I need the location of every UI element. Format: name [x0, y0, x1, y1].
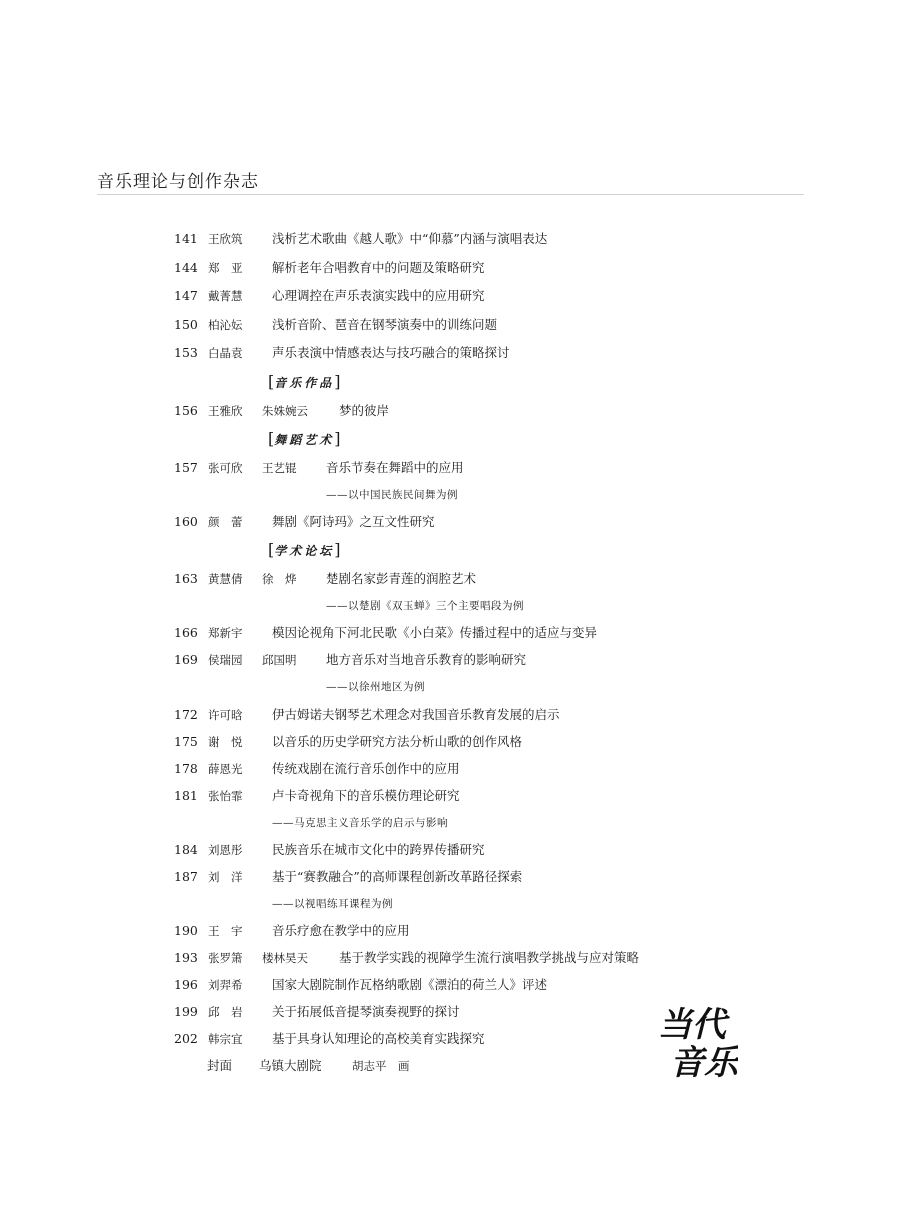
page-number: 156 — [174, 403, 198, 418]
author: 刘恩彤 — [208, 843, 243, 857]
page-number: 190 — [174, 923, 198, 938]
author: 薛恩光 — [208, 762, 243, 776]
page-number: 153 — [174, 345, 198, 360]
article-title: 浅析艺术歌曲《越人歌》中“仰慕”内涵与演唱表达 — [272, 231, 548, 246]
author: 柏沁妘 — [208, 318, 243, 332]
article-subtitle: ——马克思主义音乐学的启示与影响 — [272, 817, 448, 829]
article-subtitle: ——以中国民族民间舞为例 — [326, 489, 458, 501]
page-number: 166 — [174, 625, 198, 640]
article-title: 基于教学实践的视障学生流行演唱教学挑战与应对策略 — [339, 950, 640, 965]
co-author: 王艺锟 — [262, 461, 297, 475]
section-label: 音乐作品 — [274, 376, 335, 390]
bracket-open: [ — [268, 372, 275, 391]
article-title: 民族音乐在城市文化中的跨界传播研究 — [272, 842, 485, 857]
author: 张怡霏 — [208, 789, 243, 803]
cover-title: 乌镇大剧院 — [259, 1058, 322, 1073]
article-subtitle: ——以徐州地区为例 — [326, 681, 425, 693]
page-number: 175 — [174, 734, 198, 749]
journal-logo — [656, 1000, 738, 1078]
page-number: 150 — [174, 317, 198, 332]
author: 刘羿希 — [208, 978, 243, 992]
article-title: 传统戏剧在流行音乐创作中的应用 — [272, 761, 460, 776]
page-number: 202 — [174, 1031, 198, 1046]
author: 白晶袁 — [208, 346, 243, 360]
author: 邱 岩 — [208, 1005, 243, 1019]
article-subtitle: ——以视唱练耳课程为例 — [272, 898, 393, 910]
co-author: 徐 烨 — [262, 572, 297, 586]
page-number: 199 — [174, 1004, 198, 1019]
page-number: 144 — [174, 260, 198, 275]
article-title: 卢卡奇视角下的音乐模仿理论研究 — [272, 788, 460, 803]
author: 侯瑞园 — [208, 653, 243, 667]
page-number: 181 — [174, 788, 198, 803]
author: 韩宗宜 — [208, 1032, 243, 1046]
logo-line-2: 音乐 — [670, 1043, 738, 1078]
article-title: 以音乐的历史学研究方法分析山歌的创作风格 — [272, 734, 523, 749]
page-number: 141 — [174, 231, 198, 246]
page-number: 196 — [174, 977, 198, 992]
section-label: 学术论坛 — [274, 544, 335, 558]
article-title: 楚剧名家彭青莲的润腔艺术 — [326, 571, 477, 586]
author: 王欣筑 — [208, 232, 243, 246]
author: 许可晗 — [208, 708, 243, 722]
co-author: 朱姝婉云 — [262, 404, 308, 418]
page-number: 178 — [174, 761, 198, 776]
article-subtitle: ——以楚剧《双玉蝉》三个主要唱段为例 — [326, 600, 524, 612]
co-author: 邱国明 — [262, 653, 297, 667]
article-title: 音乐节奏在舞蹈中的应用 — [326, 460, 464, 475]
article-title: 国家大剧院制作瓦格纳歌剧《漂泊的荷兰人》评述 — [272, 977, 548, 992]
author: 王 宇 — [208, 924, 243, 938]
page-number: 184 — [174, 842, 198, 857]
page-number: 193 — [174, 950, 198, 965]
section-heading-music-works — [268, 372, 341, 392]
author: 谢 悦 — [208, 735, 243, 749]
page-number: 169 — [174, 652, 198, 667]
article-title: 伊古姆诺夫钢琴艺术理念对我国音乐教育发展的启示 — [272, 707, 560, 722]
article-title: 模因论视角下河北民歌《小白菜》传播过程中的适应与变异 — [272, 625, 598, 640]
bracket-close: ] — [334, 372, 341, 391]
article-title: 梦的彼岸 — [339, 403, 390, 418]
page-number: 187 — [174, 869, 198, 884]
cover-label: 封面 — [207, 1058, 233, 1073]
bracket-open: [ — [268, 429, 275, 448]
author: 张可欣 — [208, 461, 243, 475]
author: 郑新宇 — [208, 626, 243, 640]
page-number: 160 — [174, 514, 198, 529]
article-title: 浅析音阶、琶音在钢琴演奏中的训练问题 — [272, 317, 498, 332]
author: 黄慧倩 — [208, 572, 243, 586]
article-title: 舞剧《阿诗玛》之互文性研究 — [272, 514, 435, 529]
article-title: 基于具身认知理论的高校美育实践探究 — [272, 1031, 485, 1046]
bracket-close: ] — [334, 429, 341, 448]
article-title: 地方音乐对当地音乐教育的影响研究 — [326, 652, 527, 667]
author: 戴菁慧 — [208, 289, 243, 303]
co-author: 楼林昊天 — [262, 951, 308, 965]
page-number: 163 — [174, 571, 198, 586]
author: 王雅欣 — [208, 404, 243, 418]
author: 刘 洋 — [208, 870, 243, 884]
author: 颜 蕾 — [208, 515, 243, 529]
section-heading-academic-forum — [268, 540, 341, 560]
article-title: 解析老年合唱教育中的问题及策略研究 — [272, 260, 485, 275]
article-title: 关于拓展低音提琴演奏视野的探讨 — [272, 1004, 460, 1019]
article-title: 心理调控在声乐表演实践中的应用研究 — [272, 288, 485, 303]
cover-artist: 胡志平 画 — [352, 1059, 410, 1073]
section-label: 舞蹈艺术 — [274, 433, 335, 447]
article-title: 声乐表演中情感表达与技巧融合的策略探讨 — [272, 345, 510, 360]
bracket-open: [ — [268, 540, 275, 559]
article-title: 基于“赛教融合”的高师课程创新改革路径探索 — [272, 869, 523, 884]
author: 张罗箫 — [208, 951, 243, 965]
page-number: 157 — [174, 460, 198, 475]
article-title: 音乐疗愈在教学中的应用 — [272, 923, 410, 938]
journal-title: 音乐理论与创作杂志 — [97, 172, 259, 192]
author: 郑 亚 — [208, 261, 243, 275]
bracket-close: ] — [334, 540, 341, 559]
calligraphy-logo-icon — [656, 1000, 738, 1078]
logo-line-1: 当代 — [658, 1005, 726, 1045]
page-number: 147 — [174, 288, 198, 303]
page-number: 172 — [174, 707, 198, 722]
section-heading-dance-art — [268, 429, 341, 449]
